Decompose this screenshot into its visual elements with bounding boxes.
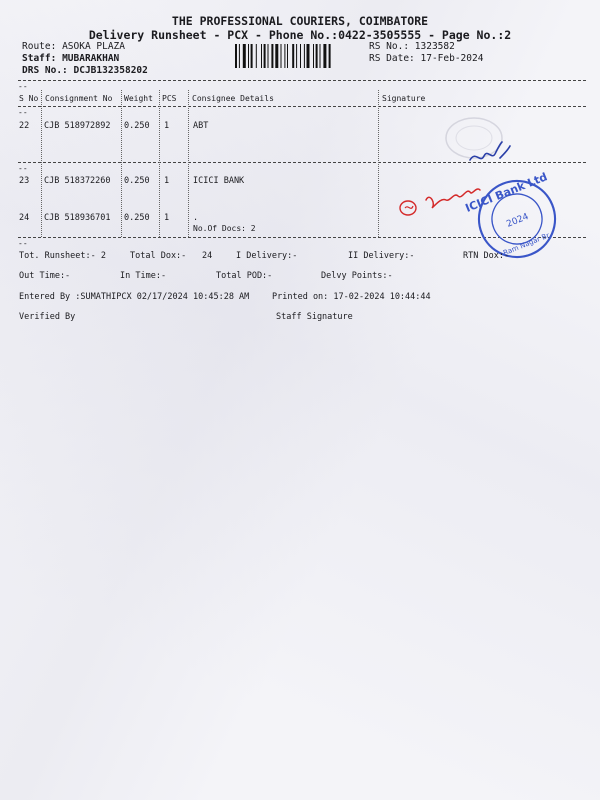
ii-delivery: II Delivery:- <box>348 251 415 261</box>
drs-line <box>22 65 148 76</box>
entered-by: Entered By :SUMATHIPCX 02/17/2024 10:45:28 AM <box>19 292 250 302</box>
total-dox-value: 24 <box>202 251 213 261</box>
in-time: In Time:- <box>120 271 167 281</box>
rule-mark: -- <box>18 164 28 173</box>
row-weight: 0.250 <box>124 213 150 223</box>
col-sep <box>121 90 122 237</box>
rs-date-value: 17-Feb-2024 <box>420 53 484 64</box>
stamp-date-text: 2024 <box>505 211 531 230</box>
rs-no-label: RS No.: <box>369 41 410 52</box>
col-sep <box>188 90 189 237</box>
row-consignee: ABT <box>193 121 209 131</box>
rule-mark: -- <box>18 82 28 91</box>
row-weight: 0.250 <box>124 121 150 131</box>
drs-value: DCJB132358202 <box>73 65 148 76</box>
row-pcs: 1 <box>164 121 170 131</box>
row-consignment: CJB 518972892 <box>44 121 111 131</box>
col-header-consignment: Consignment No <box>45 94 113 103</box>
route-label: Route: <box>22 41 57 52</box>
runsheet-title: Delivery Runsheet - PCX - Phone No.:0422-3505555 - Page No.:2 <box>88 28 512 42</box>
i-delivery: I Delivery:- <box>236 251 298 261</box>
route-value: ASOKA PLAZA <box>62 41 125 52</box>
company-title: THE PROFESSIONAL COURIERS, COIMBATORE <box>171 14 429 28</box>
total-pod: Total POD:- <box>216 271 273 281</box>
staff-value: MUBARAKHAN <box>62 53 120 64</box>
header-bottom-rule <box>18 106 586 107</box>
row-note: No.Of Docs: 2 <box>193 224 256 233</box>
route-line <box>22 41 125 52</box>
col-sep <box>378 90 379 237</box>
printed-on: Printed on: 17-02-2024 10:44:44 <box>272 292 431 302</box>
rs-no-line <box>369 41 455 52</box>
stamp-branch-text: Ram Nagar Br. <box>502 230 553 258</box>
drs-label: DRS No.: <box>22 65 68 76</box>
col-sep <box>159 90 160 237</box>
col-sep <box>41 90 42 237</box>
row-consignment: CJB 518372260 <box>44 176 111 186</box>
bank-stamp <box>463 170 560 262</box>
out-time: Out Time:- <box>19 271 71 281</box>
rule-mark: -- <box>18 239 28 248</box>
barcode <box>235 44 363 68</box>
handwritten-signature-blue <box>466 138 516 170</box>
stamp-ring-text: ICICI Bank Ltd <box>463 170 550 215</box>
col-header-consignee: Consignee Details <box>192 94 274 103</box>
rs-date-line <box>369 53 483 64</box>
rs-no-value: 1323582 <box>414 41 455 52</box>
col-header-sno: S No <box>19 94 39 103</box>
rtn-dox: RTN Dox:- <box>463 251 510 261</box>
row-consignment: CJB 518936701 <box>44 213 111 223</box>
rs-date-label: RS Date: <box>369 53 415 64</box>
row-sno: 23 <box>19 176 30 186</box>
table-top-rule <box>18 80 586 81</box>
row-sno: 22 <box>19 121 30 131</box>
col-header-signature: Signature <box>382 94 426 103</box>
rule-mark: -- <box>18 108 28 117</box>
staff-signature: Staff Signature <box>276 312 353 322</box>
row-weight: 0.250 <box>124 176 150 186</box>
row-consignee: . <box>193 213 199 223</box>
total-dox-label: Total Dox:- <box>130 251 187 261</box>
tot-runsheet: Tot. Runsheet:- 2 <box>19 251 106 261</box>
row-sno: 24 <box>19 213 30 223</box>
col-header-weight: Weight <box>124 94 153 103</box>
staff-label: Staff: <box>22 53 57 64</box>
row-consignee: ICICI BANK <box>193 176 245 186</box>
row-pcs: 1 <box>164 213 170 223</box>
verified-by: Verified By <box>19 312 76 322</box>
delvy-points: Delvy Points:- <box>321 271 393 281</box>
col-header-pcs: PCS <box>162 94 177 103</box>
staff-line <box>22 53 119 64</box>
row-pcs: 1 <box>164 176 170 186</box>
